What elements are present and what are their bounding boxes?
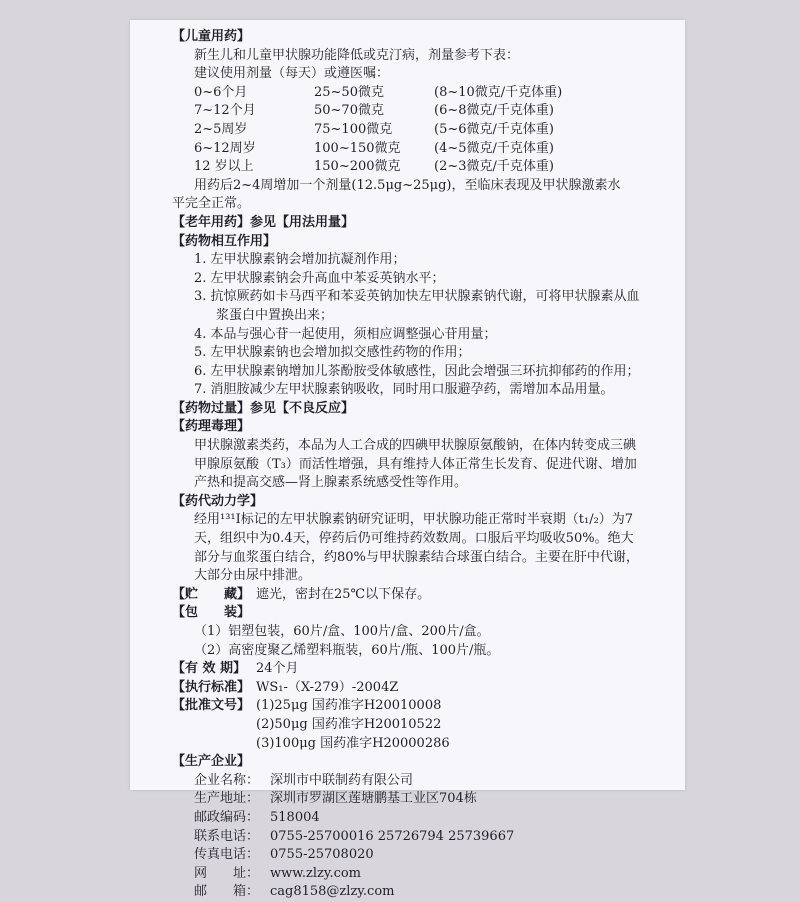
list-item: 1. 左甲状腺素钠会增加抗凝剂作用； — [194, 252, 406, 268]
storage-label: 【贮 藏】 — [172, 586, 251, 602]
children-after-line-1: 用药后2~4周增加一个剂量(12.5μg~25μg)，至临床表现及甲状腺激素水 — [194, 177, 621, 193]
age-cell: 6~12周岁 — [194, 140, 256, 156]
list-item: 5. 左甲状腺素钠也会增加拟交感性药物的作用； — [194, 345, 471, 361]
validity-label: 【有 效 期】 — [172, 661, 247, 677]
interactions-list — [172, 251, 642, 400]
list-item: 3. 抗惊厥药如卡马西平和苯妥英钠加快左甲状腺素钠代谢，可将甲状腺素从血浆蛋白中置换出来； — [194, 289, 640, 323]
children-heading: 【儿童用药】 — [172, 29, 251, 44]
toxicology-heading: 【药理毒理】 — [172, 419, 251, 435]
toxicology-text: 甲状腺激素类药，本品为人工合成的四碘甲状腺原氨酸钠，在体内转变成三碘甲腺原氨酸（T₃）而活性增强，具有维持人体正常生长发育、促进代谢、增加产热和提高交感—肾上腺素系统感受性等作用。 — [194, 438, 637, 491]
table-row — [194, 140, 562, 159]
age-cell: 12 岁以上 — [194, 159, 254, 175]
approval-label: 【批准文号】 — [172, 698, 251, 714]
field-value: cag8158@zlzy.com — [270, 884, 395, 900]
age-cell: 0~6个月 — [194, 84, 248, 100]
field-row — [194, 883, 514, 902]
field-label: 生产地址： — [194, 791, 260, 807]
per-kg-cell: (8~10微克/千克体重) — [434, 84, 563, 100]
field-row — [194, 828, 514, 847]
per-kg-cell: (4~5微克/千克体重) — [434, 140, 554, 156]
children-after-line-2: 平完全正常。 — [172, 196, 251, 212]
per-kg-cell: (5~6微克/千克体重) — [434, 121, 554, 137]
field-row — [194, 809, 514, 828]
field-value: 518004 — [270, 809, 320, 825]
table-row — [194, 84, 562, 103]
list-item: 2. 左甲状腺素钠会升高血中苯妥英钠水平； — [194, 270, 445, 286]
validity-row — [172, 660, 299, 679]
list-item: 4. 本品与强心苷一起使用，须相应调整强心苷用量； — [194, 326, 497, 342]
dose-cell: 75~100微克 — [314, 121, 393, 137]
interactions-heading: 【药物相互作用】 — [172, 233, 277, 249]
manufacturer-heading: 【生产企业】 — [172, 754, 251, 770]
dose-cell: 50~70微克 — [314, 103, 384, 119]
field-value: www.zlzy.com — [270, 865, 362, 881]
elderly-section: 【老年用药】参见【用法用量】 — [172, 214, 355, 230]
manufacturer-fields — [194, 772, 514, 902]
table-row — [194, 121, 562, 140]
children-intro: 新生儿和儿童甲状腺功能降低或克汀病，剂量参考下表： — [194, 47, 520, 63]
storage-value: 遮光，密封在25℃以下保存。 — [256, 586, 431, 602]
standard-value: WS₁-（X-279）-2004Z — [256, 679, 399, 695]
field-label: 联系电话： — [194, 828, 260, 844]
pharmacokinetics-heading: 【药代动力学】 — [172, 493, 264, 509]
leaflet-content — [172, 28, 642, 902]
list-item: 7. 消胆胺减少左甲状腺素钠吸收，同时用口服避孕药，需增加本品用量。 — [194, 382, 614, 398]
approval-item: (1)25μg 国药准字H20010008 — [256, 698, 442, 714]
pharmacokinetics-text: 经用¹³¹I标记的左甲状腺素钠研究证明，甲状腺功能正常时半衰期（t₁/₂）为7天，组织中为0.4天，停药后仍可维持药效数周。口服后平均吸收50%。绝大部分与血浆蛋白结合，约80%与甲状腺素结合球蛋白结合。主要在肝中代谢，大部分由尿中排泄。 — [194, 512, 639, 584]
dose-cell: 100~150微克 — [314, 140, 401, 156]
table-row — [194, 158, 562, 177]
children-advice: 建议使用剂量（每天）或遵医嘱： — [194, 66, 390, 82]
package-item: （1）铝塑包装，60片/盒、100片/盒、200片/盒。 — [194, 624, 490, 639]
field-row — [194, 846, 514, 865]
field-row — [194, 772, 514, 791]
field-value: 深圳市中联制药有限公司 — [270, 772, 414, 788]
children-dose-table — [194, 84, 562, 177]
field-row — [194, 865, 514, 884]
storage-row — [172, 586, 430, 605]
field-label: 网 址： — [194, 865, 260, 881]
validity-value: 24个月 — [256, 661, 299, 677]
field-label: 企业名称： — [194, 772, 260, 788]
field-value: 0755-25708020 — [270, 847, 374, 863]
per-kg-cell: (6~8微克/千克体重) — [434, 103, 554, 119]
age-cell: 2~5周岁 — [194, 121, 248, 137]
field-value: 0755-25700016 25726794 25739667 — [270, 828, 515, 844]
package-item: （2）高密度聚乙烯塑料瓶装，60片/瓶、100片/瓶。 — [194, 642, 500, 658]
dose-cell: 150~200微克 — [314, 159, 401, 175]
table-row — [194, 102, 562, 121]
field-value: 深圳市罗湖区莲塘鹏基工业区704栋 — [270, 791, 477, 807]
field-label: 传真电话： — [194, 847, 260, 863]
standard-label: 【执行标准】 — [172, 679, 251, 695]
approval-block — [172, 697, 450, 753]
approval-item: (2)50μg 国药准字H20010522 — [256, 716, 442, 732]
field-label: 邮政编码： — [194, 809, 260, 825]
list-item: 6. 左甲状腺素钠增加儿茶酚胺受体敏感性，因此会增强三环抗抑郁药的作用； — [194, 363, 640, 379]
standard-row — [172, 679, 398, 698]
per-kg-cell: (2~3微克/千克体重) — [434, 159, 554, 175]
approval-item: (3)100μg 国药准字H20000286 — [256, 735, 450, 751]
overdose-section: 【药物过量】参见【不良反应】 — [172, 400, 355, 416]
age-cell: 7~12个月 — [194, 103, 256, 119]
field-label: 邮 箱： — [194, 884, 260, 900]
package-label: 【包 装】 — [172, 605, 251, 621]
dose-cell: 25~50微克 — [314, 84, 384, 100]
